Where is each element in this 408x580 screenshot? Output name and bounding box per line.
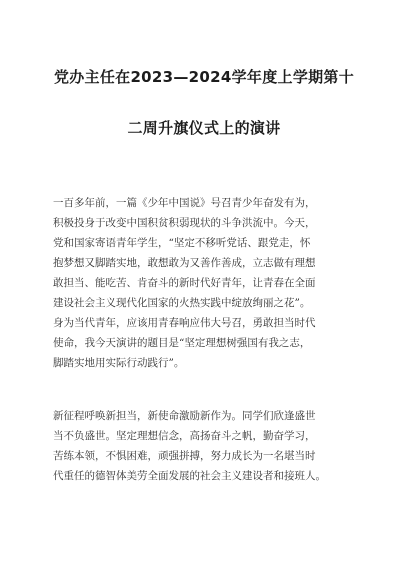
paragraph-line: 新征程呼唤新担当，新使命激励新作为。同学们欣逢盛世	[53, 410, 316, 422]
paragraph-line: 抱梦想又脚踏实地，敢想敢为又善作善成，立志做有理想	[53, 257, 316, 269]
document-title-line-1: 党办主任在2023—2024学年度上学期第十	[53, 68, 355, 86]
paragraph-line: 一百多年前，一篇《少年中国说》号召青少年奋发有为，	[53, 197, 316, 209]
paragraph-line: 建设社会主义现代化国家的火热实践中绽放绚丽之花”。	[53, 297, 311, 309]
paragraph-line: 敢担当、能吃苦、肯奋斗的新时代好青年，让青春在全面	[53, 277, 316, 289]
body-paragraph-2	[53, 406, 353, 486]
document-title-line-2: 二周升旗仪式上的演讲	[127, 119, 281, 137]
paragraph-line: 积极投身于改变中国积贫积弱现状的斗争洪流中。今天，	[53, 217, 316, 229]
paragraph-line: 使命，我今天演讲的题目是“坚定理想树强国有我之志，	[53, 337, 311, 349]
paragraph-line: 脚踏实地用实际行动践行”。	[53, 357, 185, 369]
paragraph-line: 党和国家寄语青年学生，“坚定不移听党话、跟党走，怀	[53, 237, 311, 249]
paragraph-line: 代重任的德智体美劳全面发展的社会主义建设者和接班人。	[53, 470, 326, 482]
body-paragraph-1	[53, 193, 353, 373]
paragraph-line: 身为当代青年，应该用青春响应伟大号召，勇敢担当时代	[53, 317, 316, 329]
paragraph-line: 苦练本领，不惧困难，顽强拼搏，努力成长为一名堪当时	[53, 450, 316, 462]
paragraph-line: 当不负盛世。坚定理想信念，高扬奋斗之帆，勤奋学习，	[53, 430, 316, 442]
